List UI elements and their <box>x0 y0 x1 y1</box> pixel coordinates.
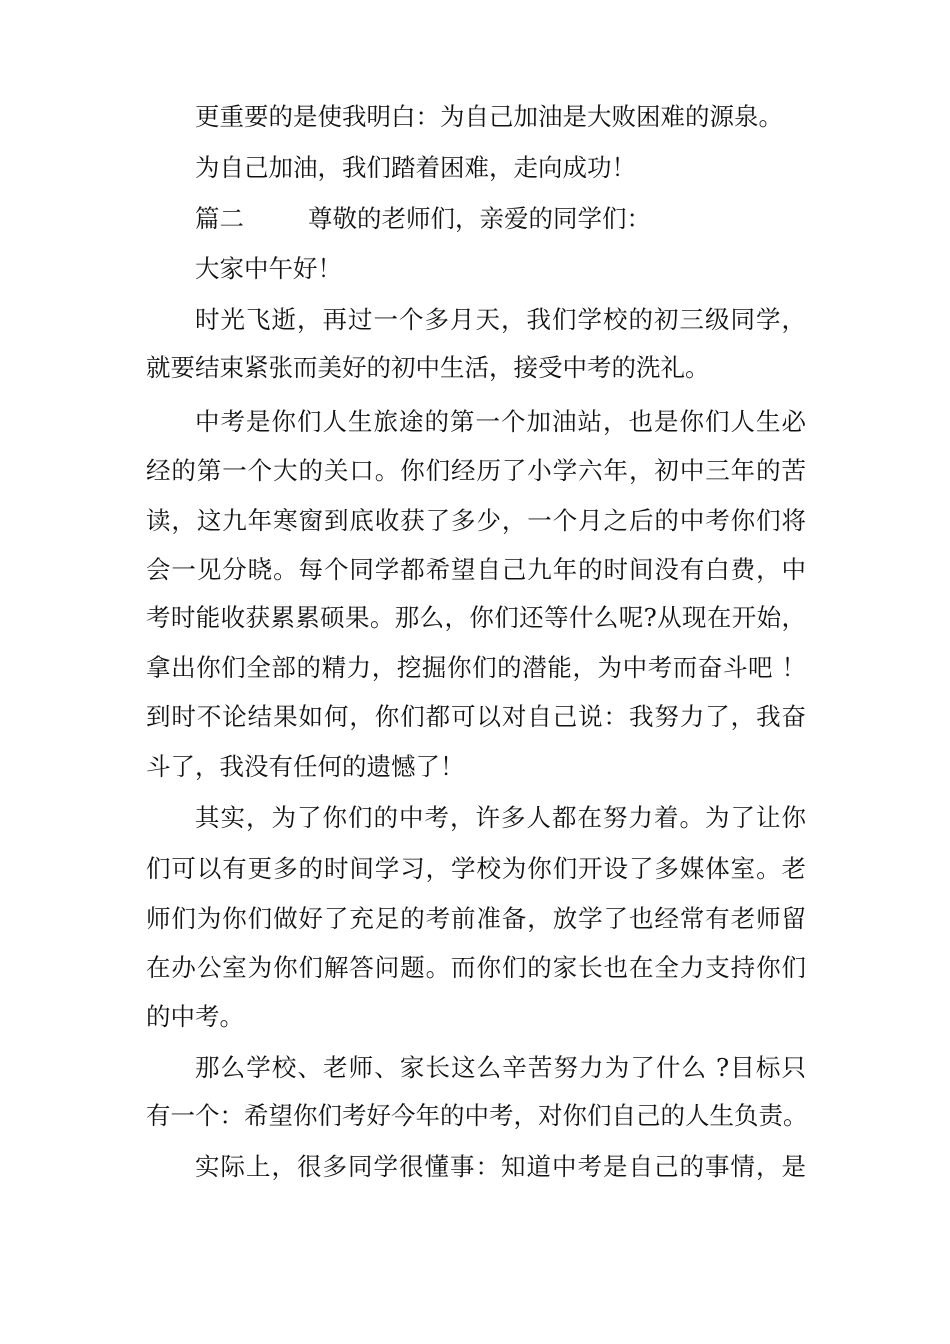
text-line: 经的第一个大的关口。你们经历了小学六年，初中三年的苦 <box>146 456 806 485</box>
salutation: 尊敬的老师们，亲爱的同学们： <box>308 204 651 233</box>
text-line: 读，这九年寒窗到底收获了多少，一个月之后的中考你们将 <box>146 506 806 535</box>
text-line: 考时能收获累累硕果。那么，你们还等什么呢?从现在开始， <box>146 603 806 632</box>
section-heading-line <box>195 199 806 239</box>
text-line: 到时不论结果如何，你们都可以对自己说：我努力了，我奋 <box>146 702 806 731</box>
text-line: 会一见分晓。每个同学都希望自己九年的时间没有白费，中 <box>146 555 806 584</box>
text-line: 有一个：希望你们考好今年的中考，对你们自己的人生负责。 <box>146 1101 808 1130</box>
text-line: 斗了，我没有任何的遗憾了！ <box>146 752 465 781</box>
text-line: 们可以有更多的时间学习，学校为你们开设了多媒体室。老 <box>146 854 806 883</box>
text-line: 那么学校、老师、家长这么辛苦努力为了什么 ?目标只 <box>195 1053 806 1082</box>
text-line: 在办公室为你们解答问题。而你们的家长也在全力支持你们 <box>146 953 806 982</box>
text-line: 其实，为了你们的中考，许多人都在努力着。为了让你 <box>195 803 806 832</box>
text-line: 拿出你们全部的精力，挖掘你们的潜能，为中考而奋斗吧 ！ <box>146 653 806 682</box>
text-line: 中考是你们人生旅途的第一个加油站，也是你们人生必 <box>195 407 806 436</box>
section-label: 篇二 <box>195 204 244 233</box>
text-line: 师们为你们做好了充足的考前准备，放学了也经常有老师留 <box>146 904 806 933</box>
text-line: 更重要的是使我明白：为自己加油是大败困难的源泉。 <box>195 102 783 131</box>
text-line: 就要结束紧张而美好的初中生活，接受中考的洗礼。 <box>146 353 710 382</box>
text-line: 实际上，很多同学很懂事：知道中考是自己的事情，是 <box>195 1152 806 1181</box>
text-line: 为自己加油，我们踏着困难，走向成功！ <box>195 153 636 182</box>
text-line: 大家中午好！ <box>195 254 342 283</box>
text-line: 的中考。 <box>146 1002 244 1031</box>
text-line: 时光飞逝，再过一个多月天，我们学校的初三级同学， <box>195 305 806 334</box>
